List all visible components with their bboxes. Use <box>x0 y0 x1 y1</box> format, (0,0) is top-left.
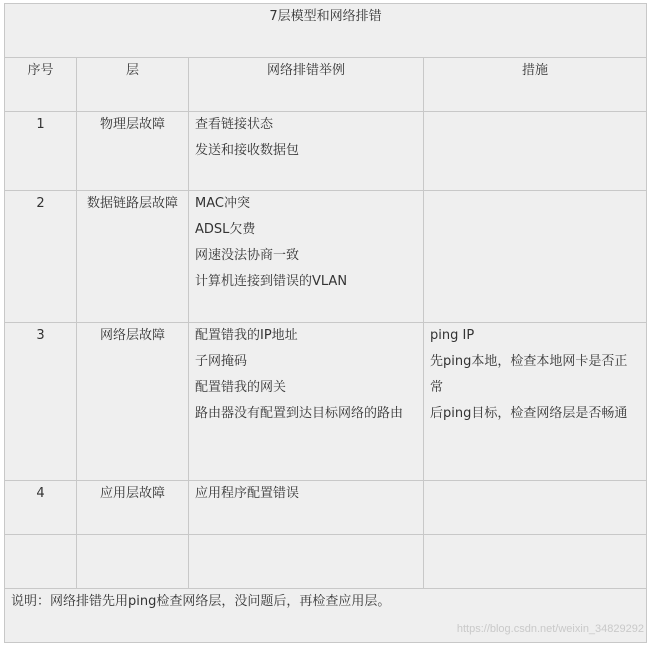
table-row <box>5 191 647 323</box>
header-num: 序号 <box>5 58 77 112</box>
row-layer: 网络层故障 <box>77 323 189 481</box>
row-layer: 物理层故障 <box>77 112 189 191</box>
row-layer <box>77 191 189 323</box>
row-measures <box>424 481 647 535</box>
header-examples: 网络排错举例 <box>189 58 424 112</box>
row-layer-label: 数据链路层故障 <box>86 196 178 211</box>
table-title-row <box>5 4 647 58</box>
example-item: 发送和接收数据包 <box>195 143 300 158</box>
header-measures: 措施 <box>424 58 647 112</box>
measure-item: ping IP <box>430 328 475 343</box>
row-measures <box>424 323 647 481</box>
example-item: 路由器没有配置到达目标网络的路由 <box>195 406 404 421</box>
table-row <box>5 112 647 191</box>
example-item: 子网掩码 <box>195 354 248 369</box>
row-examples <box>189 323 424 481</box>
row-examples <box>189 191 424 323</box>
row-measures <box>424 112 647 191</box>
header-layer: 层 <box>77 58 189 112</box>
empty-cell <box>424 535 647 589</box>
row-num: 3 <box>5 323 77 481</box>
example-item: 应用程序配置错误 <box>195 486 300 501</box>
table-header-row <box>5 58 647 112</box>
measure-item: 后ping目标，检查网络层是否畅通 <box>430 406 628 421</box>
row-num: 1 <box>5 112 77 191</box>
row-num: 2 <box>5 191 77 323</box>
network-troubleshooting-table <box>4 3 647 643</box>
example-item: 查看链接状态 <box>195 117 274 132</box>
empty-cell <box>77 535 189 589</box>
table-row <box>5 323 647 481</box>
table-row <box>5 481 647 535</box>
example-item: 配置错我的网关 <box>195 380 287 395</box>
table-title: 7层模型和网络排错 <box>5 4 647 58</box>
empty-cell <box>189 535 424 589</box>
row-measures <box>424 191 647 323</box>
empty-cell <box>5 535 77 589</box>
row-num: 4 <box>5 481 77 535</box>
row-layer: 应用层故障 <box>77 481 189 535</box>
example-item: 网速没法协商一致 <box>195 248 300 263</box>
example-item: MAC冲突 <box>195 196 250 211</box>
table-note: 说明：网络排错先用ping检查网络层，没问题后，再检查应用层。 <box>5 589 647 643</box>
example-item: ADSL欠费 <box>195 222 256 237</box>
row-examples <box>189 481 424 535</box>
measure-item: 先ping本地，检查本地网卡是否正常 <box>430 354 628 395</box>
table-row-empty <box>5 535 647 589</box>
example-item: 配置错我的IP地址 <box>195 328 298 343</box>
example-item: 计算机连接到错误的VLAN <box>195 274 348 289</box>
row-examples <box>189 112 424 191</box>
watermark: https://blog.csdn.net/weixin_34829292 <box>456 623 644 635</box>
